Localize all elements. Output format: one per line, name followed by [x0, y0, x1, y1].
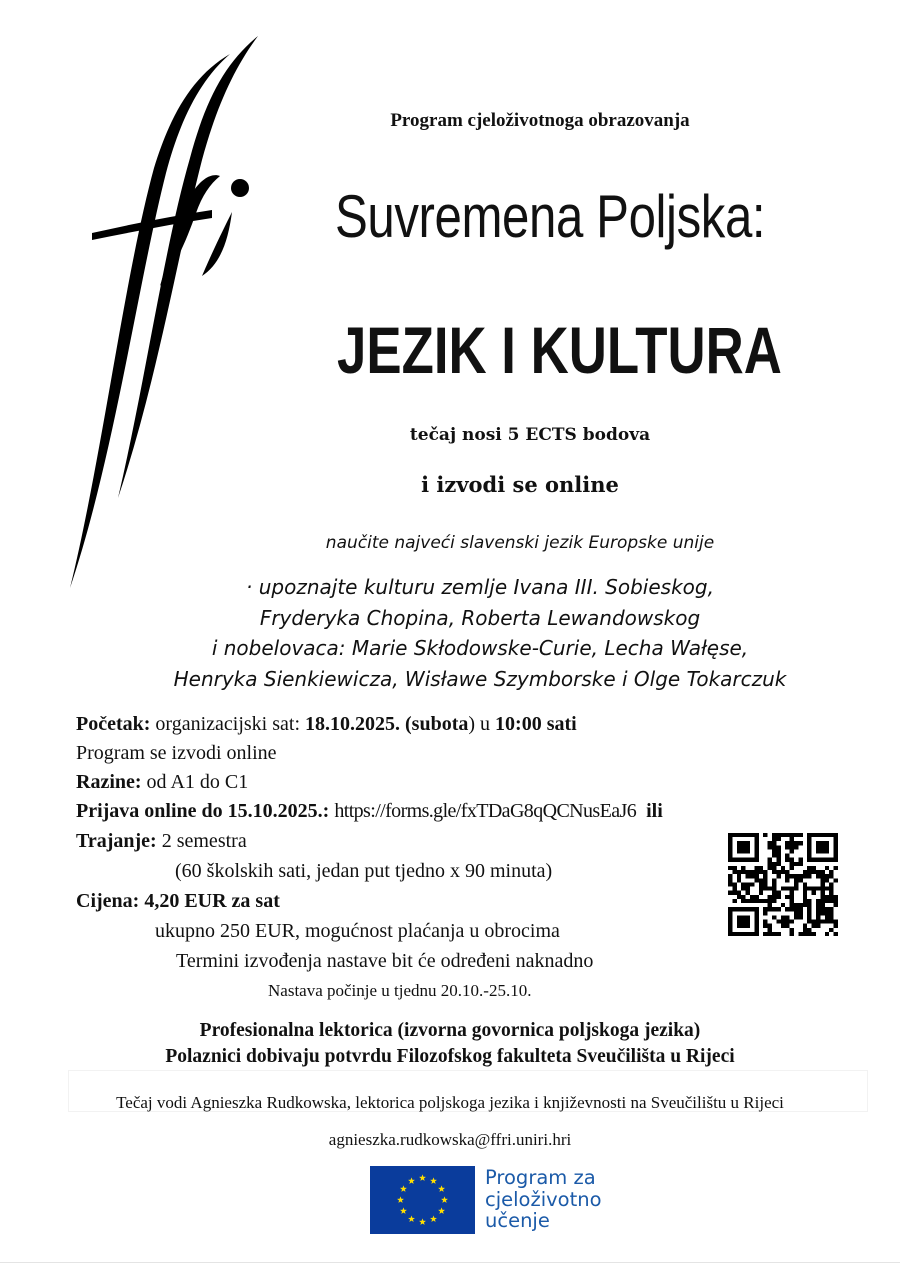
levels-label: Razine: [76, 771, 142, 793]
price-line [76, 890, 280, 912]
start-text: organizacijski sat: [155, 713, 301, 735]
culture-line: i nobelovaca: Marie Skłodowske-Curie, Lecha Wałęse, [211, 636, 749, 660]
culture-line: · upoznajte kulturu zemlje Ivana III. Sobieskog, [246, 575, 714, 599]
ffri-logo [62, 28, 262, 608]
eu-program-label [485, 1167, 602, 1232]
program-subtitle: Program cjeloživotnoga obrazovanja [390, 110, 690, 131]
professional-note: Profesionalna lektorica (izvorna govornica poljskoga jezika) [199, 1020, 701, 1041]
start-time-rest: :00 sati [515, 713, 577, 735]
apply-link[interactable]: https://forms.gle/fxTDaG8qQCNusEaJ6 [334, 800, 637, 822]
start-paren: ) [468, 713, 476, 735]
title-line-2: JEZIK I KULTURA [337, 313, 782, 387]
culture-line: Fryderyka Chopina, Roberta Lewandowskog [259, 605, 701, 630]
contact-email[interactable]: agnieszka.rudkowska@ffri.uniri.hri [328, 1130, 572, 1149]
price-total: ukupno 250 EUR, mogućnost plaćanja u obrocima [155, 920, 560, 942]
bottom-divider [0, 1262, 900, 1263]
apply-line [76, 800, 663, 822]
program-online-line: Program se izvodi online [76, 742, 277, 764]
classes-start: Nastava počinje u tjednu 20.10.-25.10. [268, 981, 532, 1000]
start-time-hour: 10 [495, 713, 516, 735]
duration-detail: (60 školskih sati, jedan put tjedno x 90 minuta) [175, 860, 553, 882]
price-label: Cijena: 4,20 EUR za sat [76, 890, 280, 912]
duration-value: 2 semestra [161, 830, 247, 852]
learn-tagline: naučite najveći slavenski jezik Europske unije [325, 533, 715, 553]
eu-label-line: cjeloživotno [485, 1187, 602, 1211]
culture-paragraph [80, 572, 880, 694]
levels-value: od A1 do C1 [146, 771, 249, 793]
lector-note: Tečaj vodi Agnieszka Rudkowska, lektorica poljskoga jezika i književnosti na Sveučilištu u Rijeci [116, 1093, 784, 1112]
qr-code-icon[interactable] [728, 833, 838, 936]
duration-line [76, 830, 247, 852]
culture-line: Henryka Sienkiewicza, Wisławe Szymborske i Olge Tokarczuk [173, 666, 787, 691]
levels-line [76, 771, 248, 793]
start-date: 18.10.2025. (subota [305, 713, 469, 735]
title-line-1: Suvremena Poljska: [335, 183, 766, 250]
ects-note: tečaj nosi 5 ECTS bodova [409, 425, 651, 445]
apply-label: Prijava online do 15.10.2025.: [76, 800, 330, 822]
schedule-note: Termini izvođenja nastave bit će određeni naknadno [176, 950, 594, 972]
online-note: i izvodi se online [421, 472, 619, 497]
eu-label-line: Program za [485, 1166, 596, 1189]
apply-or: ili [646, 800, 663, 822]
duration-label: Trajanje: [76, 830, 157, 852]
start-line [76, 713, 577, 735]
start-at: u [480, 713, 491, 735]
eu-flag-icon [370, 1166, 475, 1234]
start-label: Početak: [76, 713, 151, 735]
certificate-note: Polaznici dobivaju potvrdu Filozofskog fakulteta Sveučilišta u Rijeci [165, 1046, 735, 1067]
professional-block [60, 1018, 840, 1070]
eu-label-line: učenje [485, 1209, 550, 1232]
